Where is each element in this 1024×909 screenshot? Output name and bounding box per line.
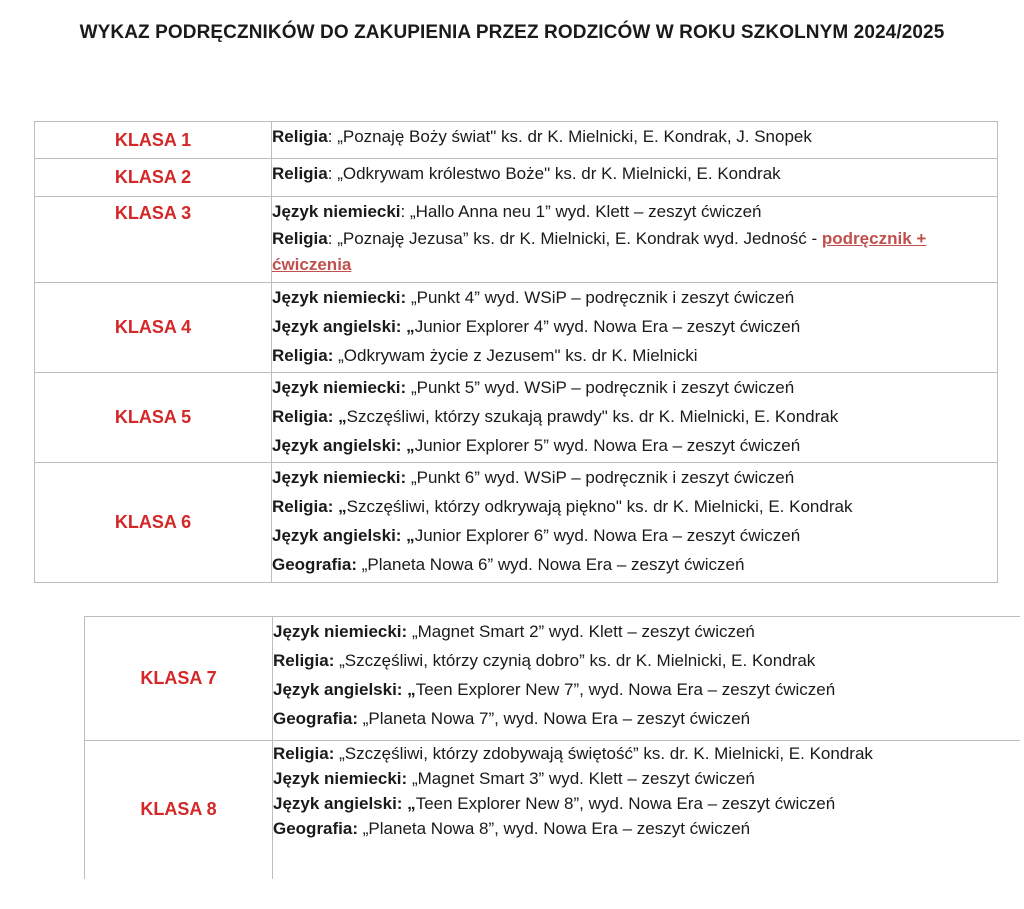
class-label: KLASA 8 xyxy=(85,741,273,879)
table-row xyxy=(85,741,1021,879)
subject-name: Język angielski: „ xyxy=(273,794,416,813)
table-row xyxy=(35,197,998,283)
book-details: „Szczęśliwi, którzy czynią dobro” ks. dr K. Mielnicki, E. Kondrak xyxy=(339,651,816,670)
subject-name: Geografia: xyxy=(273,819,359,838)
book-entry xyxy=(272,312,997,341)
book-details: Teen Explorer New 8”, wyd. Nowa Era – zeszyt ćwiczeń xyxy=(415,794,836,813)
book-entry xyxy=(272,492,997,521)
subject-name: Religia: xyxy=(272,346,334,365)
book-details: „Poznaję Jezusa” ks. dr K. Mielnicki, E. Kondrak wyd. Jedność - xyxy=(337,229,822,248)
book-entry: Religia: „Odkrywam królestwo Boże" ks. dr K. Mielnicki, E. Kondrak xyxy=(272,164,781,183)
subject-name: Religia xyxy=(272,164,328,183)
book-entry: Religia: „Poznaję Boży świat" ks. dr K. Mielnicki, E. Kondrak, J. Snopek xyxy=(272,127,812,146)
class-label: KLASA 2 xyxy=(35,159,272,197)
book-details: „Magnet Smart 2” wyd. Klett – zeszyt ćwiczeń xyxy=(411,622,755,641)
book-entry xyxy=(272,463,997,492)
book-details: Szczęśliwi, którzy szukają prawdy" ks. dr K. Mielnicki, E. Kondrak xyxy=(346,407,839,426)
table-row xyxy=(35,159,998,197)
table-row xyxy=(35,463,998,583)
subject-name: Język angielski: „ xyxy=(272,317,415,336)
class-label: KLASA 1 xyxy=(35,122,272,159)
class-books xyxy=(273,617,1021,741)
class-label: KLASA 3 xyxy=(35,197,272,283)
subject-name: Język niemiecki: xyxy=(273,769,408,788)
book-details: „Planeta Nowa 8”, wyd. Nowa Era – zeszyt ćwiczeń xyxy=(362,819,751,838)
table-row xyxy=(35,283,998,373)
table-row xyxy=(35,122,998,159)
book-entry xyxy=(273,741,1020,766)
subject-name: Język niemiecki: xyxy=(272,468,407,487)
subject-name: Język niemiecki: xyxy=(272,378,407,397)
subject-name: Język angielski: „ xyxy=(272,526,415,545)
subject-name: Język niemiecki: xyxy=(272,288,407,307)
subject-name: Język niemiecki xyxy=(272,202,401,221)
book-details: Szczęśliwi, którzy odkrywają piękno" ks. dr K. Mielnicki, E. Kondrak xyxy=(346,497,853,516)
book-entry xyxy=(272,431,997,460)
textbook-table-1 xyxy=(34,121,998,583)
book-details: Junior Explorer 4” wyd. Nowa Era – zeszyt ćwiczeń xyxy=(414,317,801,336)
class-label: KLASA 7 xyxy=(85,617,273,741)
class-label: KLASA 6 xyxy=(35,463,272,583)
book-details: „Planeta Nowa 6” wyd. Nowa Era – zeszyt ćwiczeń xyxy=(361,555,745,574)
book-details: Junior Explorer 5” wyd. Nowa Era – zeszyt ćwiczeń xyxy=(414,436,801,455)
book-details: „Szczęśliwi, którzy zdobywają świętość” ks. dr. K. Mielnicki, E. Kondrak xyxy=(339,744,873,763)
book-details: „Punkt 4” wyd. WSiP – podręcznik i zeszyt ćwiczeń xyxy=(410,288,795,307)
book-details: Teen Explorer New 7”, wyd. Nowa Era – zeszyt ćwiczeń xyxy=(415,680,836,699)
book-details: „Hallo Anna neu 1” wyd. Klett – zeszyt ćwiczeń xyxy=(409,202,762,221)
class-books xyxy=(273,741,1021,879)
highlighted-note: podręcznik + ćwiczenia xyxy=(272,229,927,274)
class-books xyxy=(272,373,998,463)
book-entry xyxy=(272,341,997,370)
subject-name: Geografia: xyxy=(273,709,359,728)
class-books xyxy=(272,463,998,583)
book-entry xyxy=(272,550,997,579)
book-entry xyxy=(273,617,1020,646)
book-entry xyxy=(273,646,1020,675)
book-entry: Język niemiecki: „Hallo Anna neu 1” wyd. Klett – zeszyt ćwiczeń xyxy=(272,202,762,221)
class-books xyxy=(272,197,998,283)
document-title: WYKAZ PODRĘCZNIKÓW DO ZAKUPIENIA PRZEZ RODZICÓW W ROKU SZKOLNYM 2024/2025 xyxy=(79,22,945,43)
book-entry xyxy=(273,766,1020,791)
class-books xyxy=(272,283,998,373)
subject-name: Język angielski: „ xyxy=(273,680,416,699)
subject-name: Religia: „ xyxy=(272,407,347,426)
subject-name: Religia: xyxy=(273,651,335,670)
subject-name: Religia xyxy=(272,127,328,146)
book-entry xyxy=(273,791,1020,816)
subject-name: Religia: „ xyxy=(272,497,347,516)
book-entry xyxy=(272,373,997,402)
subject-name: Język angielski: „ xyxy=(272,436,415,455)
textbook-table-2 xyxy=(84,616,1020,879)
book-entry xyxy=(272,521,997,550)
book-entry xyxy=(273,704,1020,733)
book-details: „Odkrywam królestwo Boże" ks. dr K. Mielnicki, E. Kondrak xyxy=(337,164,781,183)
book-entry xyxy=(273,675,1020,704)
subject-name: Religia xyxy=(272,229,328,248)
class-label: KLASA 5 xyxy=(35,373,272,463)
book-details: „Punkt 5” wyd. WSiP – podręcznik i zeszyt ćwiczeń xyxy=(410,378,795,397)
table-row xyxy=(35,373,998,463)
book-details: „Magnet Smart 3” wyd. Klett – zeszyt ćwiczeń xyxy=(411,769,755,788)
subject-name: Religia: xyxy=(273,744,335,763)
class-label: KLASA 4 xyxy=(35,283,272,373)
book-details: „Planeta Nowa 7”, wyd. Nowa Era – zeszyt ćwiczeń xyxy=(362,709,751,728)
book-entry xyxy=(272,283,997,312)
subject-name: Język niemiecki: xyxy=(273,622,408,641)
book-entry: Religia: „Poznaję Jezusa” ks. dr K. Mielnicki, E. Kondrak wyd. Jedność - podręcznik + ćwiczenia xyxy=(272,229,927,274)
book-details: „Poznaję Boży świat" ks. dr K. Mielnicki, E. Kondrak, J. Snopek xyxy=(337,127,812,146)
table-row xyxy=(85,617,1021,741)
book-details: Junior Explorer 6” wyd. Nowa Era – zeszyt ćwiczeń xyxy=(414,526,801,545)
book-entry xyxy=(273,816,1020,841)
book-entry xyxy=(272,402,997,431)
class-books xyxy=(272,122,998,159)
subject-name: Geografia: xyxy=(272,555,358,574)
book-details: „Punkt 6” wyd. WSiP – podręcznik i zeszyt ćwiczeń xyxy=(410,468,795,487)
book-details: „Odkrywam życie z Jezusem" ks. dr K. Mielnicki xyxy=(338,346,698,365)
class-books xyxy=(272,159,998,197)
